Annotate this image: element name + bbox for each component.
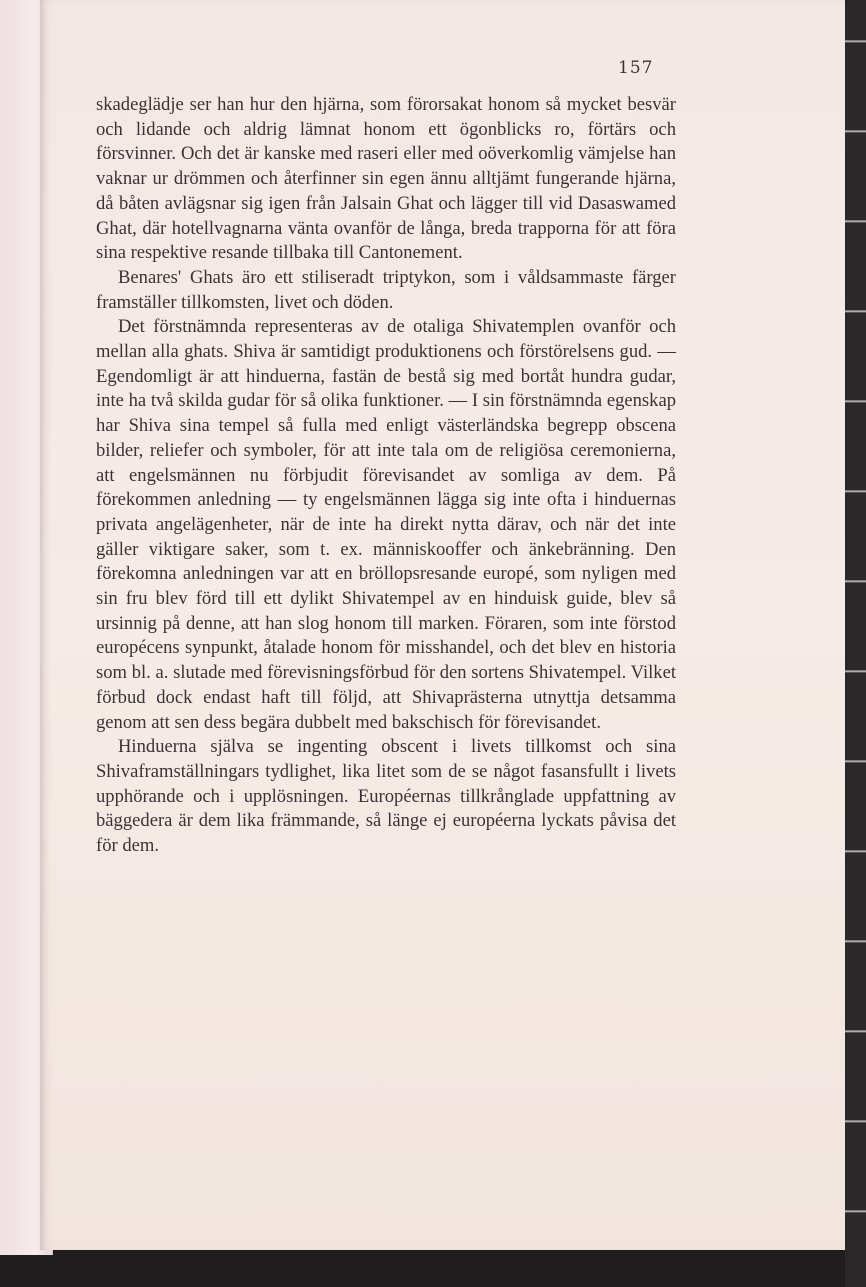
paragraph: Benares' Ghats äro ett stiliseradt triptykon, som i våldsammaste färger framställer tillkomsten, livet och döden. — [96, 266, 676, 313]
page-number: 157 — [618, 58, 654, 78]
paragraph: Hinduerna själva se ingenting obscent i livets tillkomst och sina Shivaframställningars tydlighet, lika litet som de se något fasansfullt i livets upphörande och i upplösningen. Européernas tillkrånglade uppfattning av bäggedera är dem lika främmande, så länge ej européerna lyckats påvisa det för dem. — [96, 736, 676, 857]
paragraph: Det förstnämnda representeras av de otaliga Shivatemplen ovanför och mellan alla ghats. Shiva är samtidigt produktionens och förstörelsens gud. — Egendomligt är att hinduerna, fastän de bestå sig med bortåt hundra gudar, inte ha två skilda gudar för så olika funktioner. — I sin förstnämnda egenskap har Shiva sina tempel så fulla med enligt västerländska begrepp obscena bilder, reliefer och symboler, för att inte tala om de religiösa ceremonierna, att engelsmännen nu förbjudit förevisandet av somliga av dem. På förekommen anledning — ty engelsmännen lägga sig inte ofta i hinduernas privata angelägenheter, när de inte ha direkt nytta därav, och när det inte gäller viktigare saker, som t. ex. människooffer och änkebränning. Den förekomna anledningen var att en bröllopsresande europé, som nyligen med sin fru blev förd till ett dylikt Shivatempel av en hinduisk guide, blev så ursinnig på denne, att han slog honom till marken. Föraren, som inte förstod europécens synpunkt, åtalade honom för misshandel, och det blev en historia som bl. a. slutade med förevisningsförbud för den sortens Shivatempel. Vilket förbud dock endast haft till följd, att Shivaprästerna utnyttja detsamma genom att sen dess begära dubbelt med bakschisch för förevisandet. — [96, 316, 676, 733]
paragraph: skadeglädje ser han hur den hjärna, som förorsakat honom så mycket besvär och lidande och aldrig lämnat honom ett ögonblicks ro, förtärs och försvinner. Och det är kanske med raseri eller med oöverkomlig vämjelse han vaknar ur drömmen och återfinner sin egen ännu alltjämt fungerande hjärna, då båten avlägsnar sig igen från Jalsain Ghat och lägger till vid Dasaswamed Ghat, där hotellvagnarna vänta ovanför de långa, breda trapporna för att föra sina respektive resande tillbaka till Cantonement. — [96, 94, 676, 264]
book-page — [40, 0, 850, 1250]
scanner-background-edge — [845, 0, 866, 1287]
body-text — [96, 93, 676, 859]
